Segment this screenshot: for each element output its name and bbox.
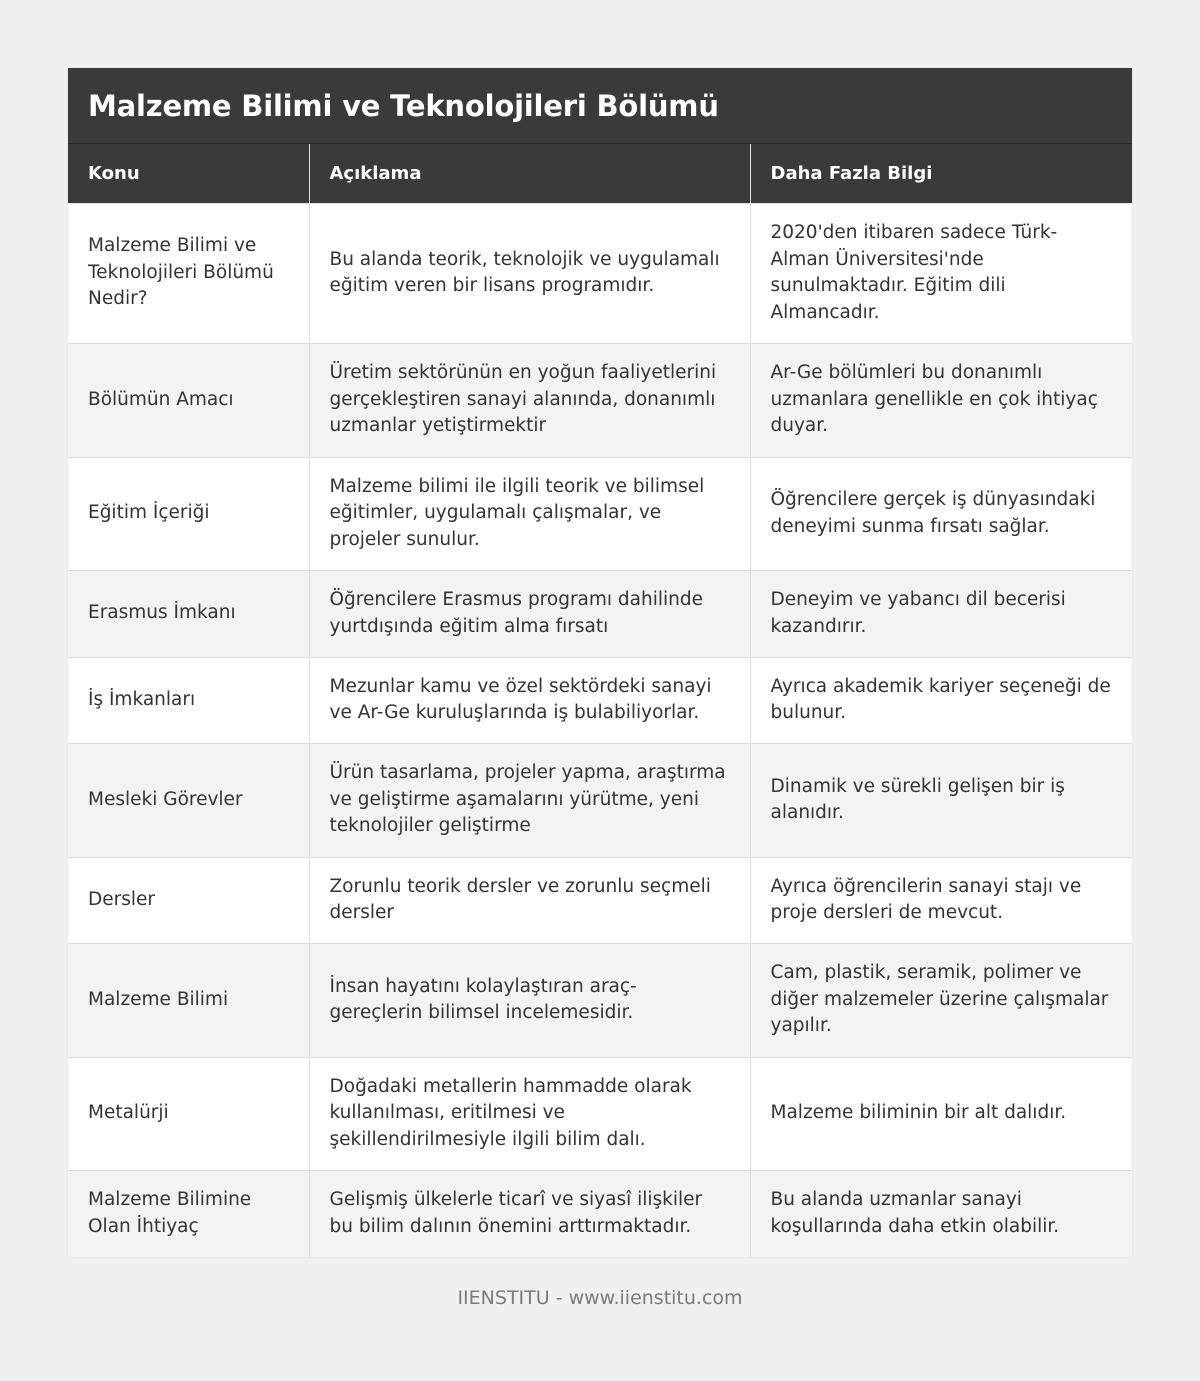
- column-header-konu: Konu: [68, 144, 309, 203]
- table-cell-more-info: Deneyim ve yabancı dil becerisi kazandırır.: [750, 570, 1132, 657]
- info-table: [68, 144, 1132, 1257]
- table-cell-description: Doğadaki metallerin hammadde olarak kullanılması, eritilmesi ve şekillendirilmesiyle ilgili bilim dalı.: [309, 1057, 750, 1170]
- table-cell-more-info: Ayrıca öğrencilerin sanayi stajı ve proje dersleri de mevcut.: [750, 857, 1132, 943]
- table-cell-topic: Dersler: [68, 857, 309, 943]
- table-row: [68, 203, 1132, 343]
- table-cell-topic: Malzeme Bilimine Olan İhtiyaç: [68, 1170, 309, 1257]
- table-row: [68, 1170, 1132, 1257]
- table-cell-description: Mezunlar kamu ve özel sektördeki sanayi ve Ar-Ge kuruluşlarında iş bulabiliyorlar.: [309, 657, 750, 743]
- table-row: [68, 943, 1132, 1057]
- table-cell-description: Üretim sektörünün en yoğun faaliyetlerini gerçekleştiren sanayi alanında, donanımlı uzmanlar yetiştirmektir: [309, 343, 750, 457]
- table-cell-more-info: Öğrencilere gerçek iş dünyasındaki deneyimi sunma fırsatı sağlar.: [750, 457, 1132, 570]
- table-cell-topic: Mesleki Görevler: [68, 743, 309, 857]
- table-row: [68, 657, 1132, 743]
- table-cell-more-info: Cam, plastik, seramik, polimer ve diğer malzemeler üzerine çalışmalar yapılır.: [750, 943, 1132, 1057]
- table-cell-more-info: Bu alanda uzmanlar sanayi koşullarında daha etkin olabilir.: [750, 1170, 1132, 1257]
- table-cell-topic: Malzeme Bilimi ve Teknolojileri Bölümü Nedir?: [68, 203, 309, 343]
- table-cell-description: İnsan hayatını kolaylaştıran araç-gereçlerin bilimsel incelemesidir.: [309, 943, 750, 1057]
- table-cell-more-info: Ar-Ge bölümleri bu donanımlı uzmanlara genellikle en çok ihtiyaç duyar.: [750, 343, 1132, 457]
- table-cell-topic: Metalürji: [68, 1057, 309, 1170]
- table-cell-topic: İş İmkanları: [68, 657, 309, 743]
- table-row: [68, 570, 1132, 657]
- table-cell-topic: Erasmus İmkanı: [68, 570, 309, 657]
- column-header-daha-fazla-bilgi: Daha Fazla Bilgi: [750, 144, 1132, 203]
- info-card: [68, 68, 1132, 1257]
- table-cell-more-info: Ayrıca akademik kariyer seçeneği de bulunur.: [750, 657, 1132, 743]
- table-row: [68, 457, 1132, 570]
- table-row: [68, 857, 1132, 943]
- table-cell-description: Ürün tasarlama, projeler yapma, araştırma ve geliştirme aşamalarını yürütme, yeni teknolojiler geliştirme: [309, 743, 750, 857]
- table-row: [68, 1057, 1132, 1170]
- table-cell-description: Bu alanda teorik, teknolojik ve uygulamalı eğitim veren bir lisans programıdır.: [309, 203, 750, 343]
- table-cell-description: Öğrencilere Erasmus programı dahilinde yurtdışında eğitim alma fırsatı: [309, 570, 750, 657]
- table-cell-topic: Eğitim İçeriği: [68, 457, 309, 570]
- footer-credit: IIENSTITU - www.iienstitu.com: [457, 1287, 743, 1309]
- table-header-row: [68, 144, 1132, 203]
- page-title: Malzeme Bilimi ve Teknolojileri Bölümü: [88, 88, 719, 123]
- title-bar: [68, 68, 1132, 144]
- column-header-aciklama: Açıklama: [309, 144, 750, 203]
- table-cell-more-info: Malzeme biliminin bir alt dalıdır.: [750, 1057, 1132, 1170]
- table-cell-description: Zorunlu teorik dersler ve zorunlu seçmeli dersler: [309, 857, 750, 943]
- table-cell-more-info: Dinamik ve sürekli gelişen bir iş alanıdır.: [750, 743, 1132, 857]
- table-cell-description: Malzeme bilimi ile ilgili teorik ve bilimsel eğitimler, uygulamalı çalışmalar, ve projeler sunulur.: [309, 457, 750, 570]
- table-row: [68, 743, 1132, 857]
- table-cell-description: Gelişmiş ülkelerle ticarî ve siyasî ilişkiler bu bilim dalının önemini arttırmaktadır.: [309, 1170, 750, 1257]
- table-cell-topic: Malzeme Bilimi: [68, 943, 309, 1057]
- table-cell-topic: Bölümün Amacı: [68, 343, 309, 457]
- table-cell-more-info: 2020'den itibaren sadece Türk-Alman Üniversitesi'nde sunulmaktadır. Eğitim dili Almancadır.: [750, 203, 1132, 343]
- table-row: [68, 343, 1132, 457]
